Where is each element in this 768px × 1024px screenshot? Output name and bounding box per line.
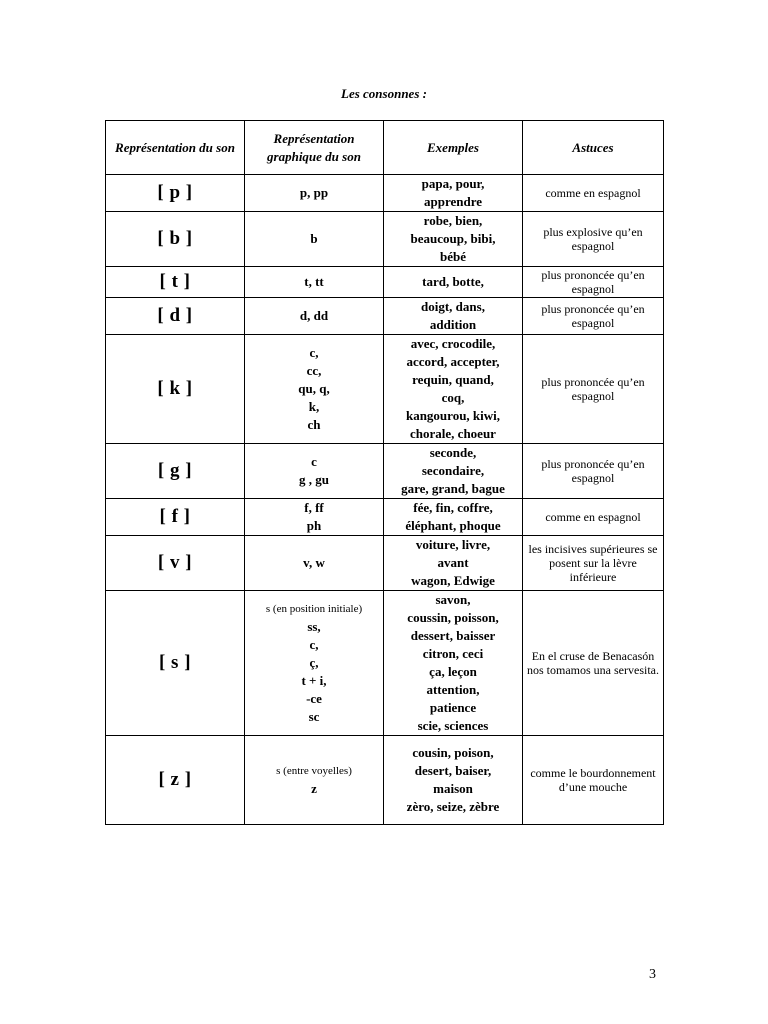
graphic-line: ss, — [307, 619, 321, 634]
graphic-line: -ce — [306, 691, 322, 706]
examples-cell — [384, 591, 523, 736]
graphic-line: sc — [308, 709, 320, 724]
example-line: coussin, poisson, — [407, 610, 499, 625]
sound-cell: [ p ] — [106, 175, 245, 212]
table-header-row — [106, 121, 664, 175]
tip-cell: comme en espagnol — [523, 175, 664, 212]
graphic-line: c — [311, 454, 317, 469]
graphic-cell — [245, 736, 384, 825]
graphic-line: ch — [307, 417, 321, 432]
example-line: bébé — [440, 249, 466, 264]
consonants-table — [105, 120, 664, 825]
examples-cell — [384, 298, 523, 335]
sound-cell: [ t ] — [106, 267, 245, 298]
example-line: ça, leçon — [429, 664, 477, 679]
graphic-note: s (en position initiale) — [265, 603, 363, 615]
example-line: gare, grand, bague — [401, 481, 505, 496]
examples-cell — [384, 212, 523, 267]
sound-cell: [ k ] — [106, 335, 245, 444]
example-line: tard, botte, — [422, 274, 484, 289]
graphic-cell — [245, 591, 384, 736]
table-row — [106, 175, 664, 212]
example-line: coq, — [441, 390, 465, 405]
graphic-line: ph — [306, 518, 322, 533]
tip-cell: comme le bourdonnement d’une mouche — [523, 736, 664, 825]
graphic-cell — [245, 499, 384, 536]
graphic-line: qu, q, — [298, 381, 330, 396]
example-line: scie, sciences — [417, 718, 489, 733]
examples-cell — [384, 335, 523, 444]
graphic-line: b — [310, 231, 318, 246]
graphic-note: s (entre voyelles) — [276, 765, 352, 777]
header-graphic: Représentation graphique du son — [245, 121, 384, 175]
graphic-cell — [245, 267, 384, 298]
example-line: voiture, livre, — [415, 537, 491, 552]
examples-cell — [384, 736, 523, 825]
page-number: 3 — [649, 967, 656, 982]
example-line: beaucoup, bibi, — [410, 231, 496, 246]
example-line: accord, accepter, — [406, 354, 500, 369]
table-row — [106, 212, 664, 267]
graphic-line: c, — [309, 637, 319, 652]
example-line: attention, — [426, 682, 480, 697]
graphic-cell — [245, 212, 384, 267]
example-line: addition — [429, 317, 477, 332]
graphic-line: t + i, — [301, 673, 327, 688]
example-line: seconde, — [429, 445, 477, 460]
page-title: Les consonnes : — [341, 86, 427, 101]
example-line: maison — [433, 781, 473, 796]
graphic-line: p, pp — [299, 185, 329, 200]
example-line: fée, fin, coffre, — [413, 500, 493, 515]
tip-cell: plus explosive qu’en espagnol — [523, 212, 664, 267]
example-line: papa, pour, — [421, 176, 485, 191]
graphic-line: g , gu — [299, 472, 329, 487]
graphic-line: d, dd — [299, 308, 329, 323]
graphic-line: v, w — [303, 555, 325, 570]
sound-cell: [ v ] — [106, 536, 245, 591]
examples-cell — [384, 499, 523, 536]
examples-cell — [384, 267, 523, 298]
example-line: kangourou, kiwi, — [405, 408, 501, 423]
examples-cell — [384, 175, 523, 212]
sound-cell: [ b ] — [106, 212, 245, 267]
tip-cell: plus prononcée qu’en espagnol — [523, 335, 664, 444]
example-line: wagon, Edwige — [411, 573, 495, 588]
table-row — [106, 444, 664, 499]
example-line: citron, ceci — [422, 646, 484, 661]
table-row — [106, 298, 664, 335]
example-line: avec, crocodile, — [410, 336, 496, 351]
sound-cell: [ d ] — [106, 298, 245, 335]
sound-cell: [ s ] — [106, 591, 245, 736]
sound-cell: [ f ] — [106, 499, 245, 536]
tip-cell: comme en espagnol — [523, 499, 664, 536]
table-row — [106, 591, 664, 736]
example-line: avant — [437, 555, 469, 570]
example-line: zèro, seize, zèbre — [406, 799, 500, 814]
table-row — [106, 499, 664, 536]
example-line: dessert, baisser — [410, 628, 496, 643]
graphic-cell — [245, 444, 384, 499]
table-row — [106, 267, 664, 298]
example-line: savon, — [435, 592, 471, 607]
graphic-cell — [245, 298, 384, 335]
tip-cell: plus prononcée qu’en espagnol — [523, 444, 664, 499]
graphic-cell — [245, 175, 384, 212]
tip-cell: plus prononcée qu’en espagnol — [523, 298, 664, 335]
examples-cell — [384, 536, 523, 591]
graphic-line: f, ff — [304, 500, 324, 515]
graphic-line: z — [311, 781, 317, 796]
graphic-line: cc, — [306, 363, 322, 378]
graphic-line: k, — [308, 399, 320, 414]
header-examples: Exemples — [384, 121, 523, 175]
example-line: cousin, poison, — [412, 745, 494, 760]
table-row — [106, 335, 664, 444]
graphic-line: t, tt — [304, 274, 324, 289]
header-sound: Représentation du son — [106, 121, 245, 175]
example-line: robe, bien, — [423, 213, 483, 228]
example-line: patience — [429, 700, 477, 715]
example-line: requin, quand, — [412, 372, 494, 387]
example-line: desert, baiser, — [414, 763, 492, 778]
sound-cell: [ g ] — [106, 444, 245, 499]
example-line: doigt, dans, — [421, 299, 485, 314]
examples-cell — [384, 444, 523, 499]
graphic-cell — [245, 536, 384, 591]
sound-cell: [ z ] — [106, 736, 245, 825]
example-line: chorale, choeur — [410, 426, 496, 441]
example-line: apprendre — [423, 194, 483, 209]
tip-cell: les incisives supérieures se posent sur la lèvre inférieure — [523, 536, 664, 591]
graphic-line: ç, — [309, 655, 319, 670]
table-row — [106, 536, 664, 591]
example-line: éléphant, phoque — [405, 518, 501, 533]
table-row — [106, 736, 664, 825]
graphic-line: c, — [309, 345, 319, 360]
example-line: secondaire, — [421, 463, 485, 478]
tip-cell: plus prononcée qu’en espagnol — [523, 267, 664, 298]
tip-cell: En el cruse de Benacasón nos tomamos una servesita. — [523, 591, 664, 736]
graphic-cell — [245, 335, 384, 444]
header-tips: Astuces — [523, 121, 664, 175]
